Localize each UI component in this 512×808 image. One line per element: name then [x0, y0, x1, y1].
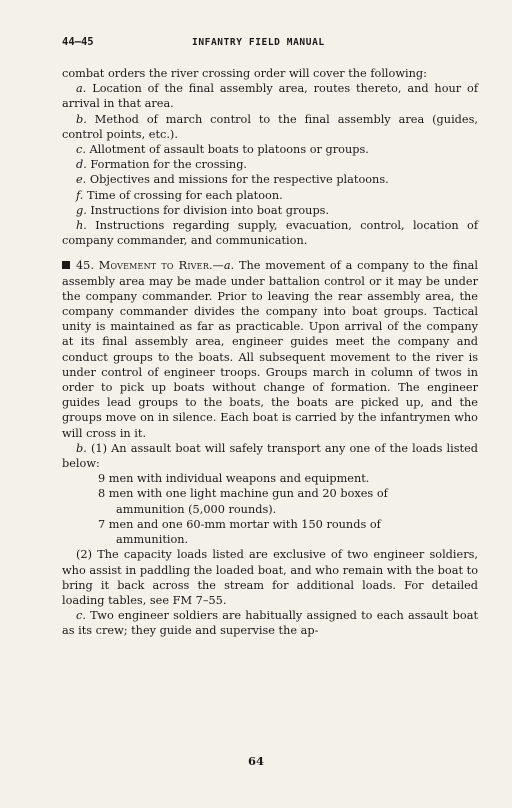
page-header [62, 36, 478, 56]
loads-list [62, 471, 478, 547]
page-number: 64 [247, 754, 264, 768]
list-item: g. Instructions for division into boat groups. [76, 203, 330, 217]
list-item: f. Time of crossing for each platoon. [76, 188, 283, 202]
list-item: b. Method of march control to the final assembly area (guides, control points, etc.). [62, 112, 478, 141]
list-item: a. Location of the final assembly area, routes thereto, and hour of arrival in that area. [62, 82, 479, 111]
section-title: Movement to River [98, 259, 209, 273]
load-item: 9 men with individual weapons and equipment. [98, 472, 370, 486]
load-item: 7 men and one 60-mm mortar with 150 rounds of [98, 517, 381, 531]
load-item-continuation: ammunition (5,000 rounds). [116, 502, 277, 516]
section-45-paragraph: 45. Movement to River.—a. The movement of a company to the final assembly area may be made under battalion control or it may be under the company commander. Prior to leaving the rear assembly area, the company commander divides the company into boat groups. Tactical unity is maintained as far as practicable. Upon arrival of the company at its final assembly area, engineer guides meet the company and conduct groups to the boats. All subsequent movement to the river is under control of engineer troops. Groups march in column of twos in order to pick up boats without change of formation. The engineer guides lead groups to the boats, the boats are picked up, and the groups move on in silence. Each boat is carried by the infantrymen who will cross in it. [62, 259, 478, 440]
list-item: d. Formation for the crossing. [76, 158, 248, 172]
list-item: e. Objectives and missions for the respective platoons. [76, 173, 389, 187]
paragraph-c: c. Two engineer soldiers are habitually assigned to each assault boat as its crew; they guide and supervise the ap- [62, 609, 478, 638]
list-item: c. Allotment of assault boats to platoons or groups. [76, 143, 369, 157]
load-item: 8 men with one light machine gun and 20 boxes of [98, 487, 388, 501]
paragraph-b2: (2) The capacity loads listed are exclusive of two engineer soldiers, who assist in paddling the loaded boat, and who remain with the boat to bring it back across the stream for additional loads. For detailed loading tables, see FM 7–55. [62, 548, 478, 607]
load-item-continuation: ammunition. [116, 533, 189, 547]
list-item: h. Instructions regarding supply, evacuation, control, location of company commander, and communication. [62, 219, 478, 248]
section-numbers: 44–45 [62, 36, 94, 48]
running-title: INFANTRY FIELD MANUAL [192, 37, 325, 48]
body-text [62, 66, 478, 639]
order-items-list [62, 81, 478, 248]
intro-paragraph: combat orders the river crossing order will cover the following: [62, 67, 427, 80]
paragraph-b1: b. (1) An assault boat will safely transport any one of the loads listed below: [62, 441, 478, 471]
section-marker-icon [62, 261, 70, 269]
